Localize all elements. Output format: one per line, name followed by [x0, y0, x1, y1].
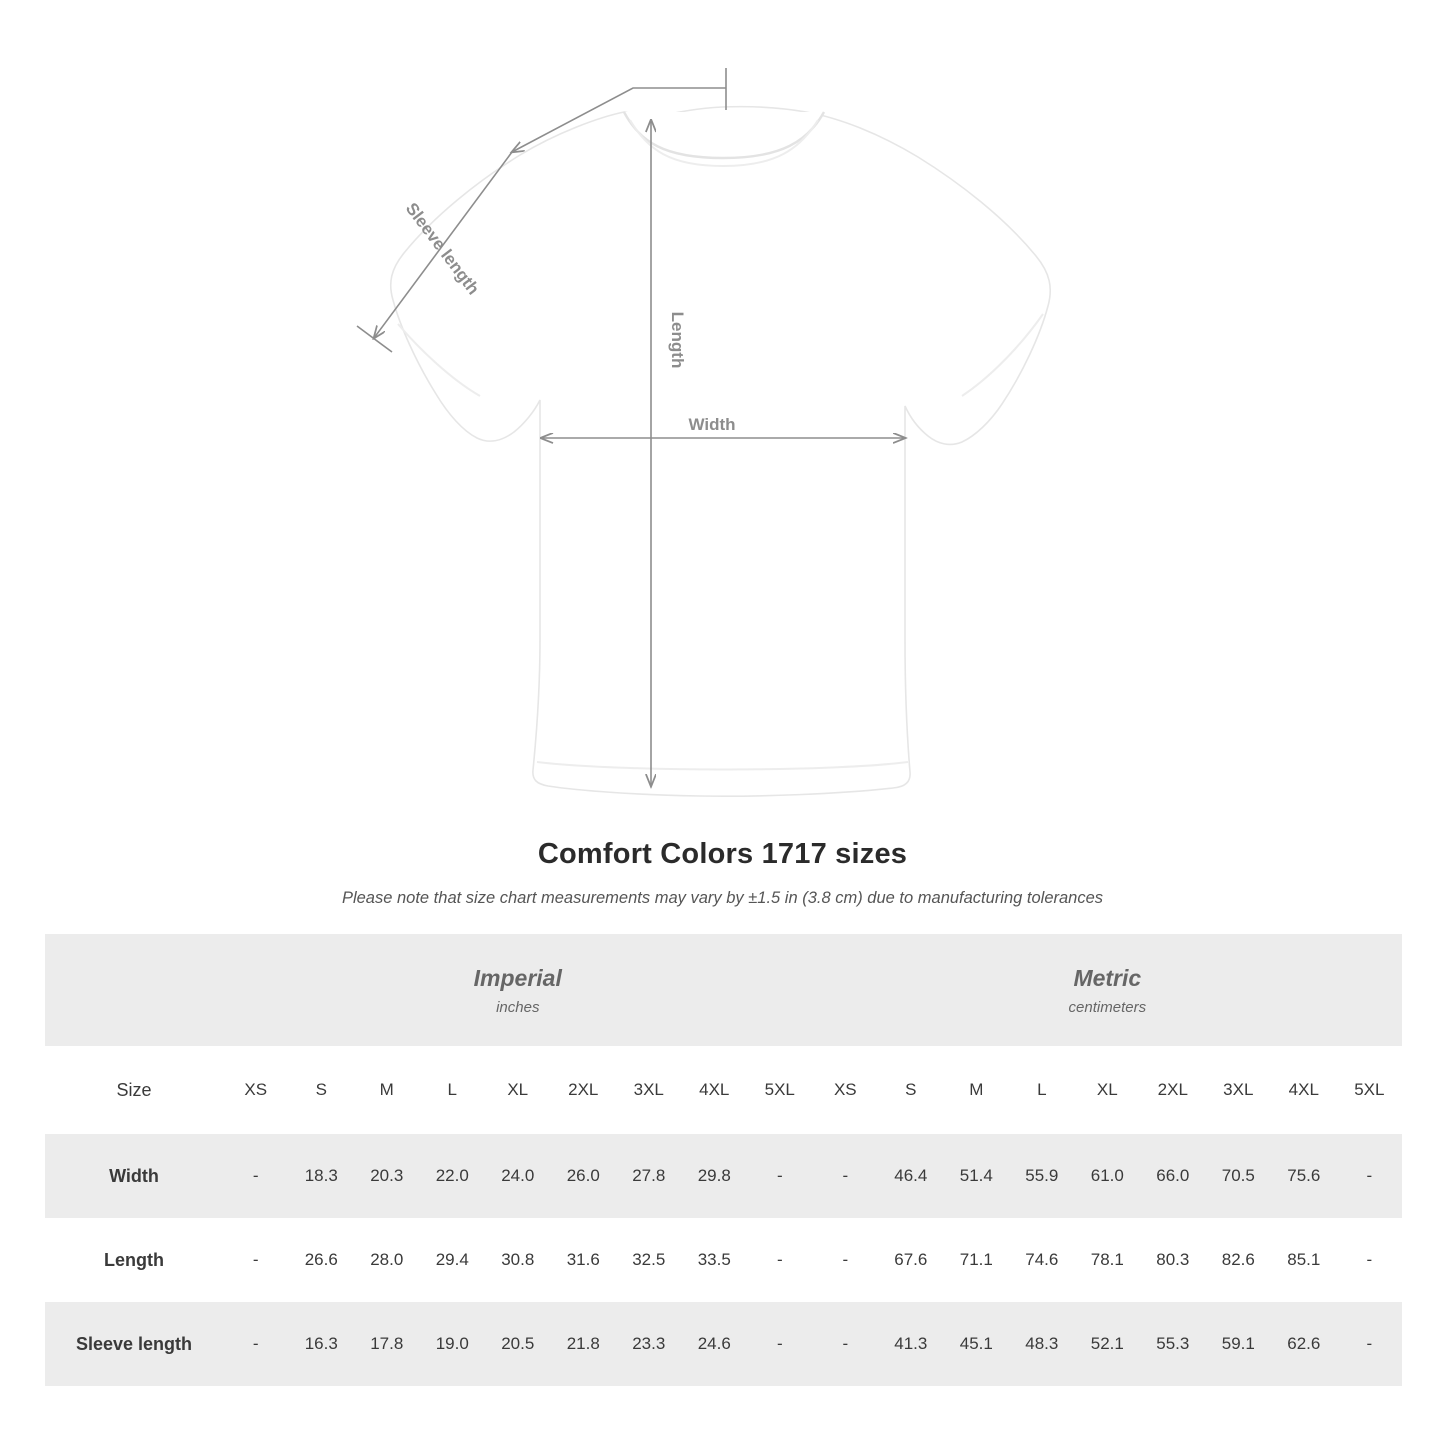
- unit-header-row: [45, 934, 1402, 1046]
- cell: -: [1337, 1302, 1403, 1386]
- size-col-5: 2XL: [551, 1046, 617, 1134]
- cell: 59.1: [1206, 1302, 1272, 1386]
- size-col-9: XS: [813, 1046, 879, 1134]
- size-col-1: S: [289, 1046, 355, 1134]
- cell: 29.4: [435, 1250, 469, 1269]
- cell: -: [813, 1302, 879, 1386]
- cell: -: [842, 1250, 849, 1269]
- size-col-4: XL: [485, 1046, 551, 1134]
- size-col-0: XS: [223, 1046, 289, 1134]
- size-table-wrap: [45, 934, 1400, 1386]
- cell: 41.3: [878, 1302, 944, 1386]
- cell: 17.8: [354, 1302, 420, 1386]
- cell: 51.4: [944, 1134, 1010, 1218]
- size-table: [45, 934, 1402, 1386]
- chart-disclaimer: Please note that size chart measurements may vary by ±1.5 in (3.8 cm) due to manufacturing tolerances: [341, 889, 1104, 907]
- cell: 55.3: [1140, 1302, 1206, 1386]
- cell: -: [223, 1134, 289, 1218]
- page-title: Comfort Colors 1717 sizes: [537, 838, 908, 870]
- cell: 62.6: [1271, 1302, 1337, 1386]
- cell: 71.1: [959, 1250, 993, 1269]
- size-col-8: 5XL: [747, 1046, 813, 1134]
- cell: 31.6: [566, 1250, 600, 1269]
- sleeve-length-label: Sleeve length: [401, 199, 483, 299]
- cell: 19.0: [420, 1302, 486, 1386]
- cell: 26.0: [551, 1134, 617, 1218]
- size-col-10: S: [878, 1046, 944, 1134]
- cell: 22.0: [420, 1134, 486, 1218]
- row-label-length: Length: [104, 1249, 164, 1270]
- size-col-15: 3XL: [1206, 1046, 1272, 1134]
- width-label: Width: [688, 415, 736, 434]
- cell: 20.5: [485, 1302, 551, 1386]
- cell: -: [1337, 1134, 1403, 1218]
- cell: 30.8: [501, 1250, 535, 1269]
- size-col-7: 4XL: [682, 1046, 748, 1134]
- unit-header-spacer: [45, 934, 223, 1046]
- size-header-label: Size: [45, 1046, 223, 1134]
- size-col-12: L: [1009, 1046, 1075, 1134]
- size-col-3: L: [420, 1046, 486, 1134]
- cell: 48.3: [1009, 1302, 1075, 1386]
- table-row: [45, 1134, 1402, 1218]
- cell: 78.1: [1090, 1250, 1124, 1269]
- cell: 85.1: [1287, 1250, 1321, 1269]
- cell: 16.3: [289, 1302, 355, 1386]
- cell: -: [223, 1302, 289, 1386]
- cell: 66.0: [1140, 1134, 1206, 1218]
- unit-group-metric: Metric centimeters: [813, 934, 1403, 1046]
- cell: 70.5: [1206, 1134, 1272, 1218]
- table-row: [45, 1218, 1402, 1302]
- unit-group-imperial: Imperial inches: [223, 934, 813, 1046]
- cell: 20.3: [354, 1134, 420, 1218]
- title-block: [0, 838, 1445, 908]
- size-col-16: 4XL: [1271, 1046, 1337, 1134]
- cell: 80.3: [1156, 1250, 1190, 1269]
- cell: 75.6: [1271, 1134, 1337, 1218]
- cell: -: [252, 1250, 259, 1269]
- size-col-13: XL: [1075, 1046, 1141, 1134]
- cell: 24.6: [682, 1302, 748, 1386]
- cell: 55.9: [1009, 1134, 1075, 1218]
- size-col-14: 2XL: [1140, 1046, 1206, 1134]
- cell: 18.3: [289, 1134, 355, 1218]
- cell: 29.8: [682, 1134, 748, 1218]
- row-label-width: Width: [45, 1134, 223, 1218]
- cell: 21.8: [551, 1302, 617, 1386]
- cell: 74.6: [1025, 1250, 1059, 1269]
- cell: 45.1: [944, 1302, 1010, 1386]
- size-col-2: M: [354, 1046, 420, 1134]
- tshirt-shape: [391, 107, 1051, 797]
- cell: 24.0: [485, 1134, 551, 1218]
- length-label: Length: [668, 311, 687, 369]
- cell: -: [747, 1302, 813, 1386]
- cell: 28.0: [370, 1250, 404, 1269]
- cell: 67.6: [894, 1250, 928, 1269]
- cell: 52.1: [1075, 1302, 1141, 1386]
- cell: -: [747, 1134, 813, 1218]
- cell: 61.0: [1075, 1134, 1141, 1218]
- size-col-17: 5XL: [1337, 1046, 1403, 1134]
- cell: 32.5: [632, 1250, 666, 1269]
- row-label-sleeve-length: Sleeve length: [45, 1302, 223, 1386]
- cell: 82.6: [1221, 1250, 1255, 1269]
- cell: -: [1366, 1250, 1373, 1269]
- size-header-row: [45, 1046, 1402, 1134]
- cell: -: [776, 1250, 783, 1269]
- cell: 23.3: [616, 1302, 682, 1386]
- size-col-11: M: [944, 1046, 1010, 1134]
- cell: 26.6: [304, 1250, 338, 1269]
- table-row: [45, 1302, 1402, 1386]
- cell: 46.4: [878, 1134, 944, 1218]
- cell: -: [813, 1134, 879, 1218]
- size-col-6: 3XL: [616, 1046, 682, 1134]
- cell: 33.5: [697, 1250, 731, 1269]
- cell: 27.8: [616, 1134, 682, 1218]
